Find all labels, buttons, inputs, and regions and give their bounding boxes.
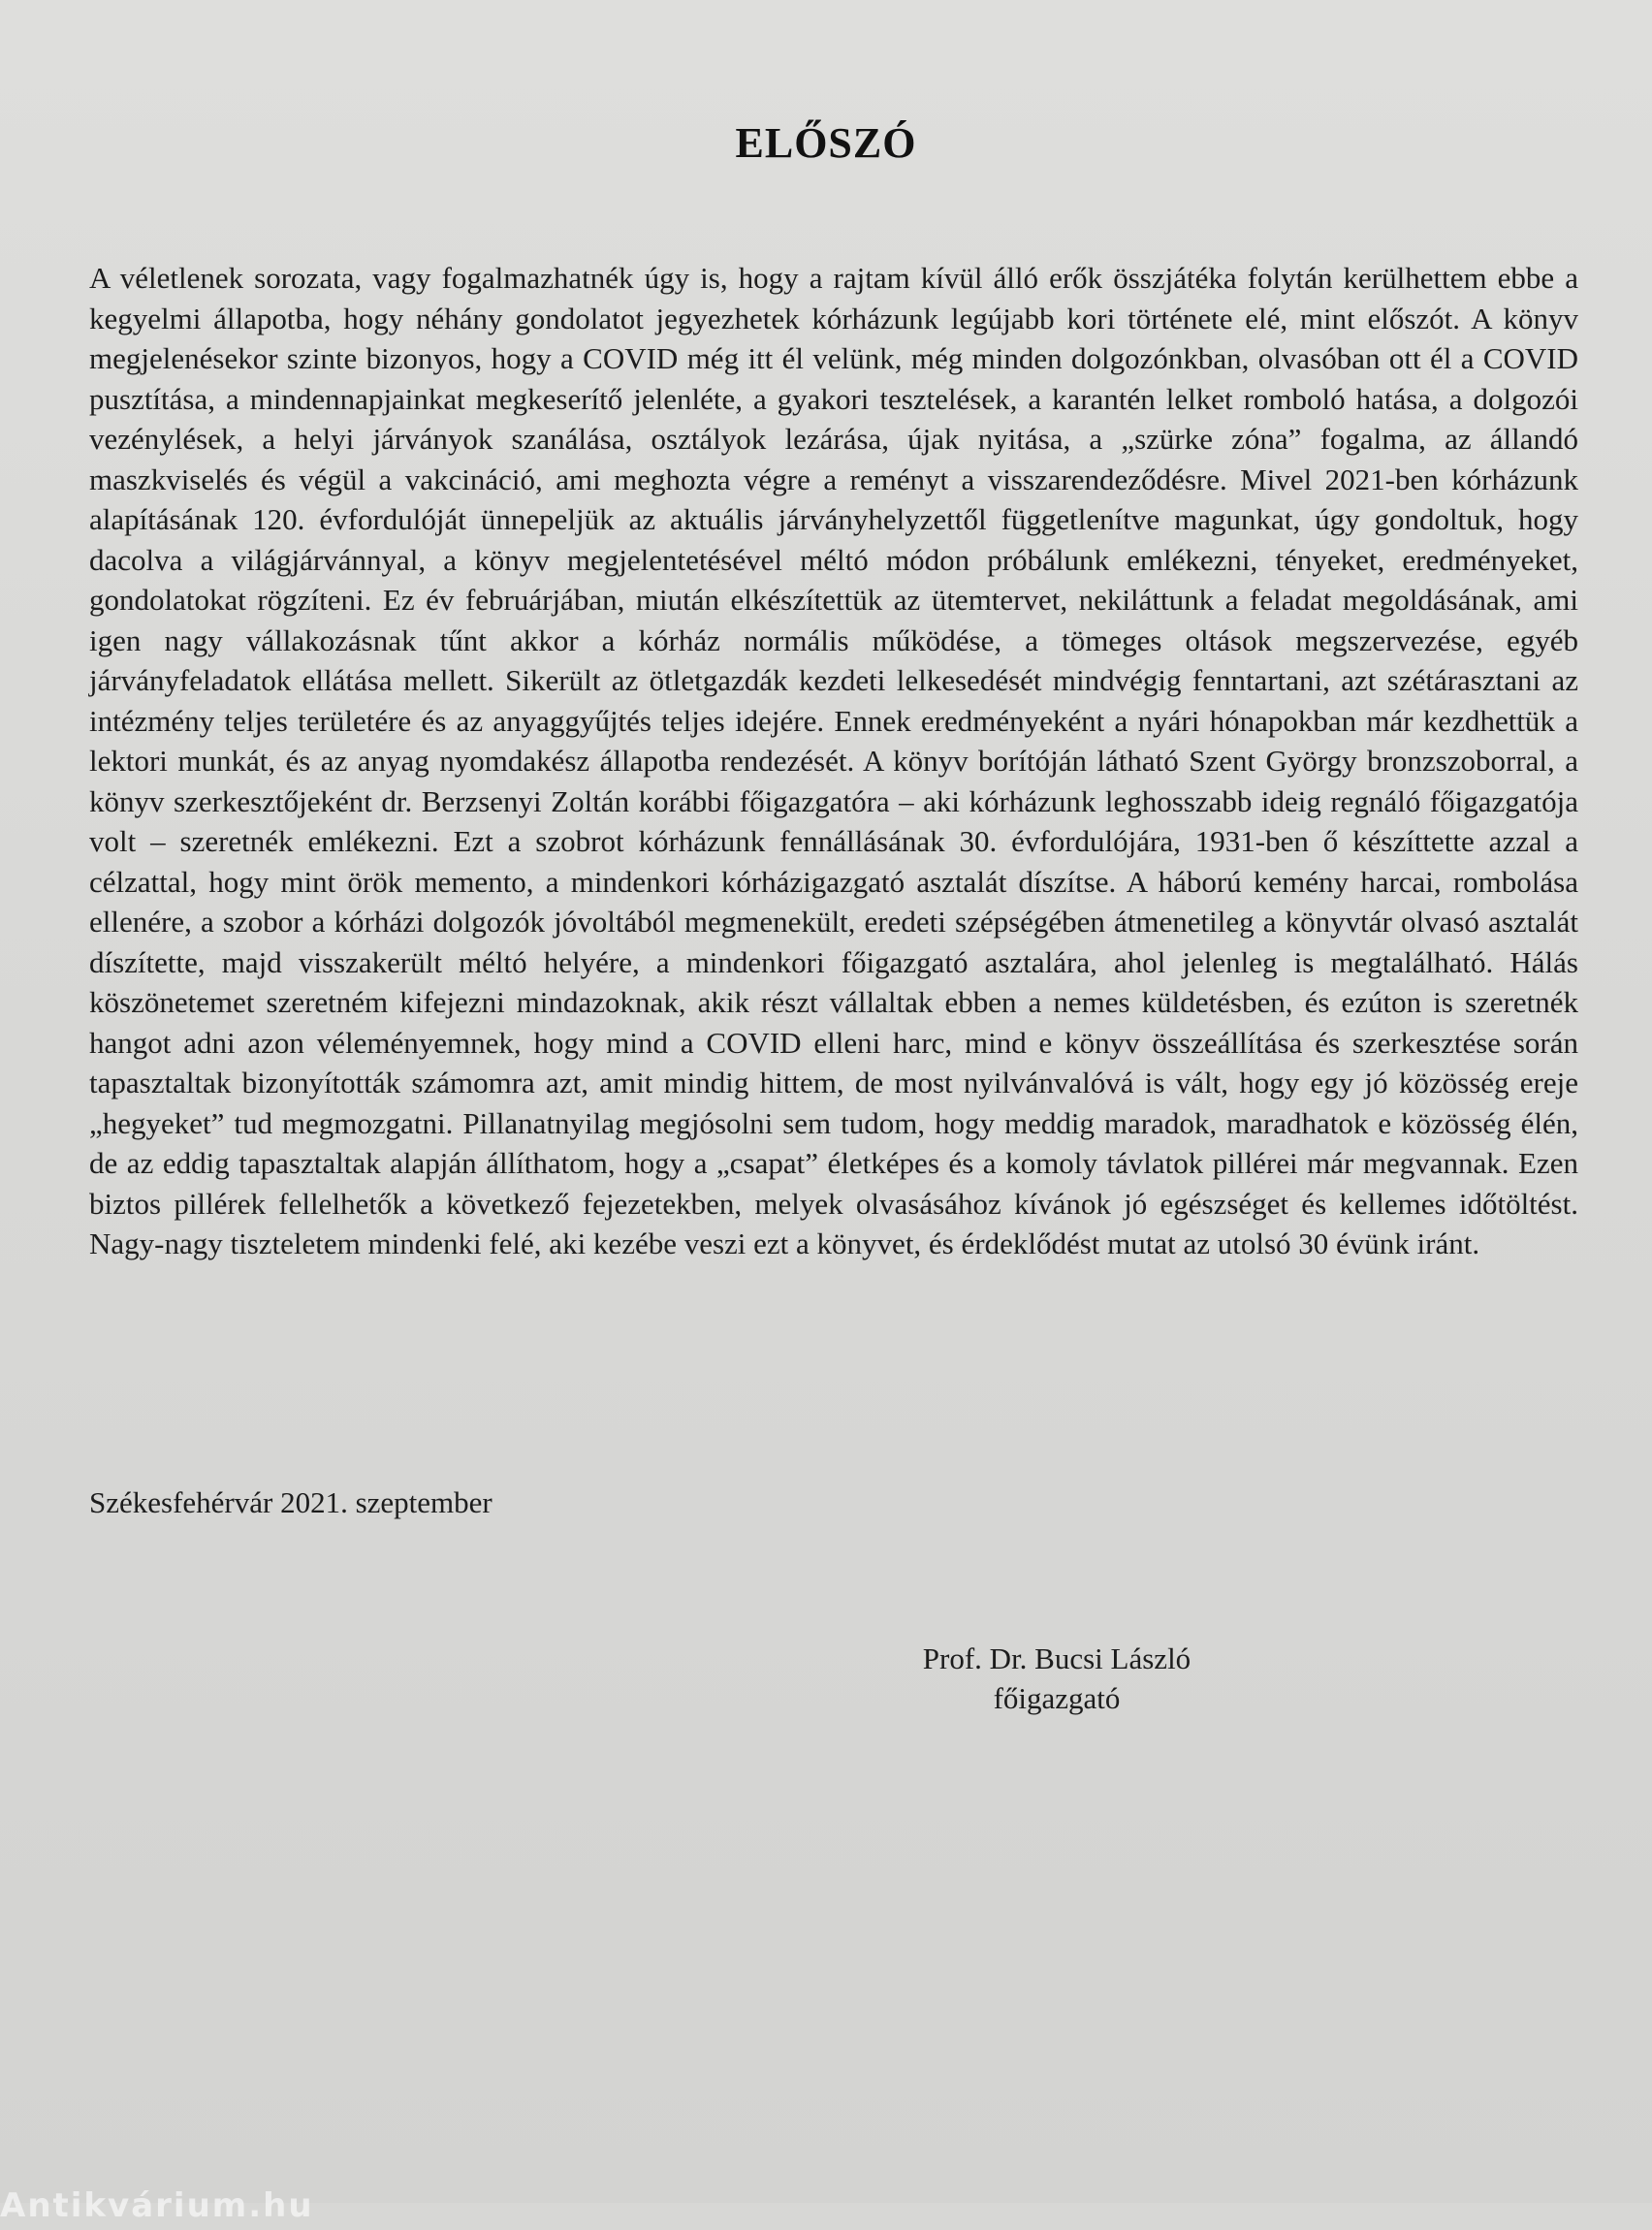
signature-role: főigazgató bbox=[993, 1681, 1121, 1715]
watermark: Antikvárium.hu bbox=[0, 2186, 314, 2225]
page-title: ELŐSZÓ bbox=[735, 119, 917, 167]
signature-name: Prof. Dr. Bucsi László bbox=[922, 1641, 1191, 1675]
preface-body: A véletlenek sorozata, vagy fogalmazhatnék úgy is, hogy a rajtam kívül álló erők összjátéka folytán kerülhettem ebbe a kegyelmi állapotba, hogy néhány gondolatot jegyezhetek kórházunk legújabb kori története elé, mint előszót. A könyv megjelenésekor szinte bizonyos, hogy a COVID még itt él velünk, még minden dolgozónkban, olvasóban ott él a COVID pusztítása, a mindennapjainkat megkeserítő jelenléte, a gyakori tesztelések, a karantén lelket romboló hatása, a dolgozói vezénylések, a helyi járványok szanálása, osztályok lezárása, újak nyitása, a „szürke zóna” fogalma, az állandó maszkviselés és végül a vakcináció, ami meghozta végre a reményt a visszarendeződésre. Mivel 2021-ben kórházunk alapításának 120. évfordulóját ünnepeljük az aktuális járványhelyzettől függetlenítve magunkat, úgy gondoltuk, hogy dacolva a világjárvánnyal, a könyv megjelentetésével méltó módon próbálunk emlékezni, tényeket, eredményeket, gondolatokat rögzíteni. Ez év februárjában, miután elkészítettük az ütemtervet, nekiláttunk a feladat megoldásának, ami igen nagy vállakozásnak tűnt akkor a kórház normális működése, a tömeges oltások megszervezése, egyéb járványfeladatok ellátása mellett. Sikerült az ötletgazdák kezdeti lelkesedését mindvégig fenntartani, azt szétárasztani az intézmény teljes területére és az anyaggyűjtés teljes idejére. Ennek eredményeként a nyári hónapokban már kezdhettük a lektori munkát, és az anyag nyomdakész állapotba rendezését. A könyv borítóján látható Szent György bronzszoborral, a könyv szerkesztőjeként dr. Berzsenyi Zoltán korábbi főigazgatóra – aki kórházunk leghosszabb ideig regnáló főigazgatója volt – szeretnék emlékezni. Ezt a szobrot kórházunk fennállásának 30. évfordulójára, 1931-ben ő készíttette azzal a célzattal, hogy mint örök memento, a mindenkori kórházigazgató asztalát díszítse. A háború kemény harcai, rombolása ellenére, a szobor a kórházi dolgozók jóvoltából megmenekült, eredeti szépségében átmenetileg a könyvtár olvasó asztalát díszítette, majd visszakerült méltó helyére, a mindenkori főigazgató asztalára, ahol jelenleg is megtalálható. Hálás köszönetemet szeretném kifejezni mindazoknak, akik részt vállaltak ebben a nemes küldetésben, és ezúton is szeretnék hangot adni azon véleményemnek, hogy mind a COVID elleni harc, mind e könyv összeállítása és szerkesztése során tapasztaltak bizonyították számomra azt, amit mindig hittem, de most nyilvánvalóvá is vált, hogy egy jó közösség ereje „hegyeket” tud megmozgatni. Pillanatnyilag megjósolni sem tudom, hogy meddig maradok, maradhatok e közösség élén, de az eddig tapasztaltak alapján állíthatom, hogy a „csapat” életképes és a komoly távlatok pillérei már megvannak. Ezen biztos pillérek fellelhetők a következő fejezetekben, melyek olvasásához kívánok jó egészséget és kellemes időtöltést. Nagy-nagy tiszteletem mindenki felé, aki kezébe veszi ezt a könyvet, és érdeklődést mutat az utolsó 30 évünk iránt. bbox=[89, 261, 1578, 1260]
place-date: Székesfehérvár 2021. szeptember bbox=[89, 1485, 492, 1519]
signature-block bbox=[902, 1639, 1212, 1718]
